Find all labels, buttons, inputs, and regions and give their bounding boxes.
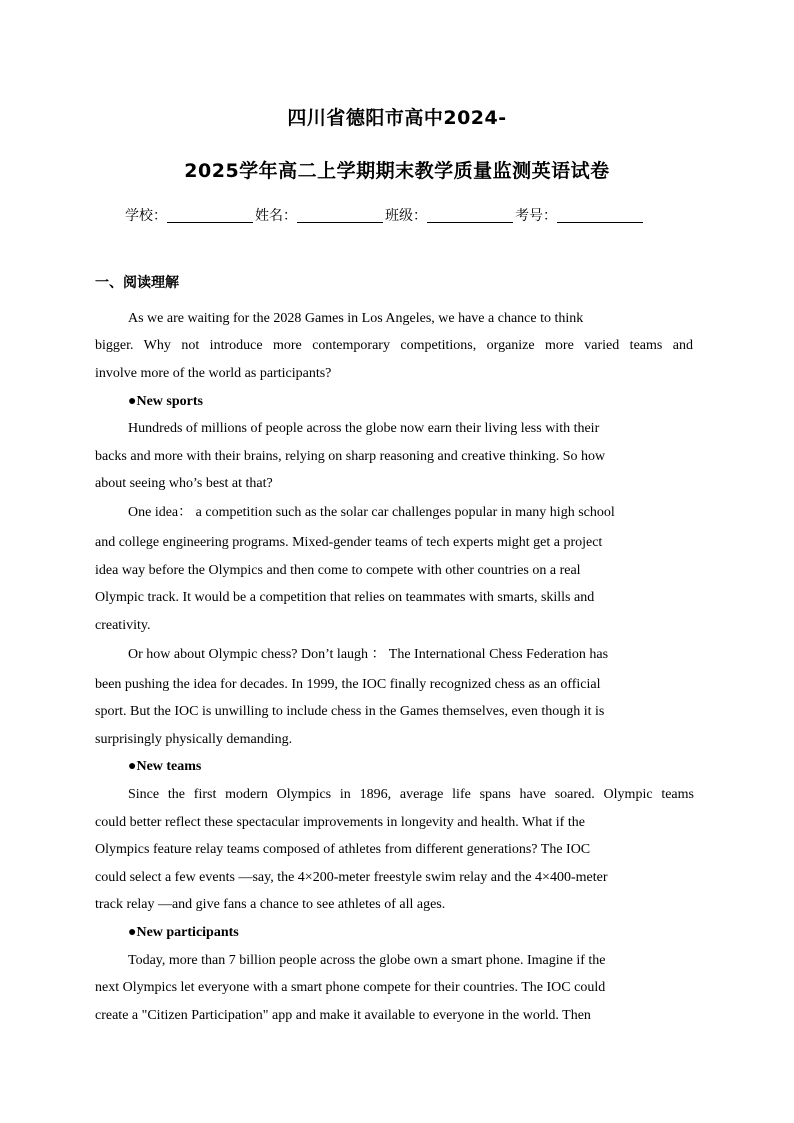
text-line: and college engineering programs. Mixed-gender teams of tech experts might get a project: [95, 535, 603, 550]
number-label: 考号：: [515, 208, 557, 224]
name-blank[interactable]: [297, 208, 383, 223]
text-line: been pushing the idea for decades. In 1999, the IOC finally recognized chess as an official: [95, 677, 601, 692]
text-line: Or how about Olympic chess? Don’t laugh ： The International Chess Federation has: [128, 647, 609, 662]
class-label: 班级：: [385, 208, 427, 224]
text-line: backs and more with their brains, relying on sharp reasoning and creative thinking. So how: [95, 449, 606, 464]
class-blank[interactable]: [427, 208, 513, 223]
text-line: One idea： a competition such as the solar car challenges popular in many high school: [128, 505, 615, 520]
number-blank[interactable]: [557, 208, 643, 223]
text-line: surprisingly physically demanding.: [95, 732, 293, 747]
heading-new-teams: ●New teams: [128, 759, 202, 774]
text-line: bigger. Why not introduce more contemporary competitions, organize more varied teams and: [95, 338, 693, 353]
text-line: As we are waiting for the 2028 Games in Los Angeles, we have a chance to think: [128, 311, 584, 326]
text-line: next Olympics let everyone with a smart phone compete for their countries. The IOC could: [95, 980, 606, 995]
text-line: creativity.: [95, 618, 151, 633]
school-blank[interactable]: [167, 208, 253, 223]
name-label: 姓名：: [255, 208, 297, 224]
title-line-2: 2025学年高二上学期期末教学质量监测英语试卷: [184, 160, 610, 182]
text-line: Hundreds of millions of people across the globe now earn their living less with their: [128, 421, 600, 436]
text-line: track relay —and give fans a chance to see athletes of all ages.: [95, 897, 446, 912]
title-line-1: 四川省德阳市高中2024-: [287, 107, 507, 129]
student-info-row: [125, 205, 685, 225]
text-line: Olympic track. It would be a competition that relies on teammates with smarts, skills and: [95, 590, 595, 605]
text-line: create a "Citizen Participation" app and make it available to everyone in the world. Then: [95, 1008, 591, 1023]
text-line: Today, more than 7 billion people across the globe own a smart phone. Imagine if the: [128, 953, 606, 968]
text-line: sport. But the IOC is unwilling to include chess in the Games themselves, even though it is: [95, 704, 605, 719]
school-label: 学校：: [125, 208, 167, 224]
heading-new-participants: ●New participants: [128, 925, 239, 940]
text-line: could better reflect these spectacular improvements in longevity and health. What if the: [95, 815, 585, 830]
text-line: could select a few events —say, the 4×200-meter freestyle swim relay and the 4×400-meter: [95, 870, 608, 885]
text-line: Olympics feature relay teams composed of athletes from different generations? The IOC: [95, 842, 591, 857]
text-line: involve more of the world as participants?: [95, 366, 332, 381]
text-line: idea way before the Olympics and then come to compete with other countries on a real: [95, 563, 581, 578]
text-line: Since the first modern Olympics in 1896, average life spans have soared. Olympic teams: [128, 787, 694, 802]
heading-new-sports: ●New sports: [128, 394, 203, 409]
text-line: about seeing who’s best at that?: [95, 476, 273, 491]
section-title: 一、阅读理解: [95, 275, 179, 291]
